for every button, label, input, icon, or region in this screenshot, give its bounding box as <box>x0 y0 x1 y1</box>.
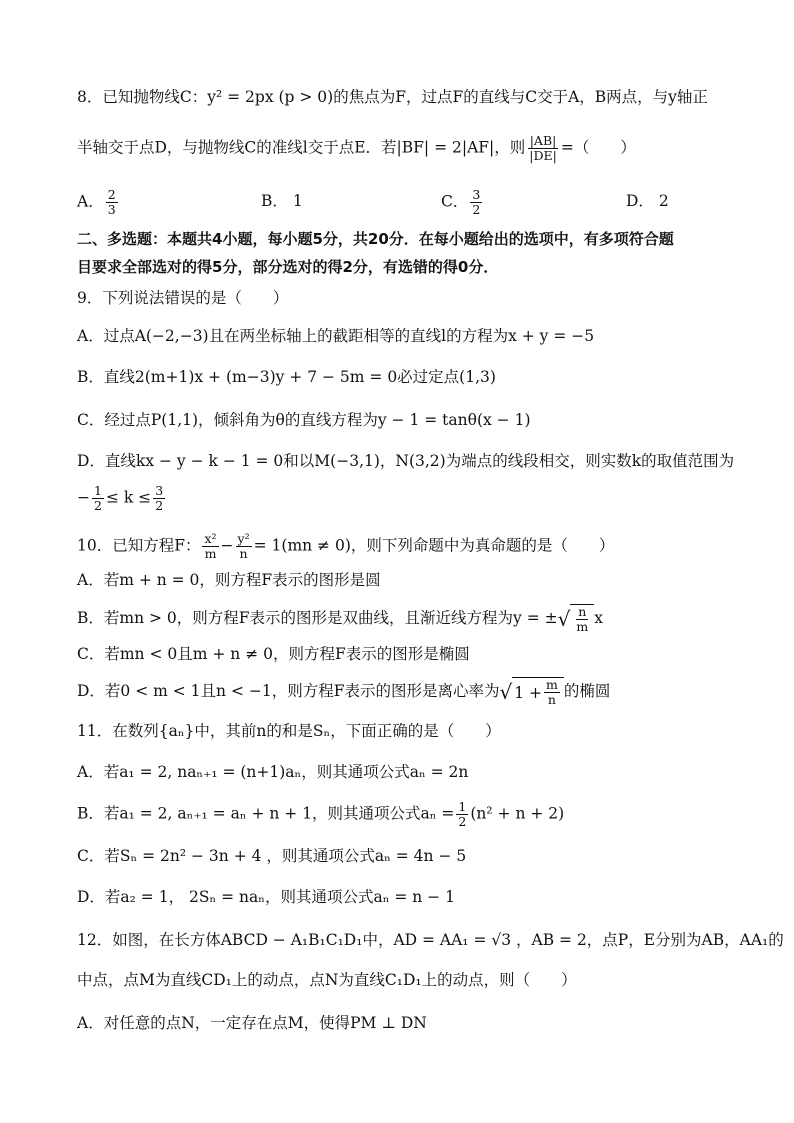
q10-option-c: C．若mn < 0且m + n ≠ 0，则方程F表示的图形是椭圆 <box>77 645 470 663</box>
section2-heading-line1: 二、多选题：本题共4小题，每小题5分，共20分．在每小题给出的选项中，有多项符合题 <box>77 230 674 248</box>
q9-option-a: A．过点A(−2,−3)且在两坐标轴上的截距相等的直线l的方程为x + y = −5 <box>77 327 595 345</box>
q9-d-den2: 2 <box>155 498 164 513</box>
q10-fy-den: n <box>239 546 248 561</box>
q10-stem-post: = 1(mn ≠ 0)，则下列命题中为真命题的是（ ） <box>253 536 615 555</box>
q8-option-a-frac <box>106 188 118 217</box>
q10-d-radical: √ <box>499 680 513 704</box>
q8-option-c <box>441 188 484 217</box>
q10-fy-num: y² <box>237 531 250 546</box>
q10-b-text: B．若mn > 0，则方程F表示的图形是双曲线，且渐近线方程为y = ± <box>77 609 558 627</box>
q11-b-end: (n² + n + 2) <box>470 804 565 823</box>
q9-option-b: B．直线2(m+1)x + (m−3)y + 7 − 5m = 0必过定点(1,3) <box>77 368 496 386</box>
q8-stem-line1: 8．已知抛物线C：y² = 2px (p > 0)的焦点为F，过点F的直线与C交于A，B两点，与y轴正 <box>77 88 708 106</box>
q8-c-num: 3 <box>472 187 481 202</box>
q11-b-num: 1 <box>458 799 467 814</box>
section2-heading-line2: 目要求全部选对的得5分，部分选对的得2分，有选错的得0分． <box>77 258 499 276</box>
q12-stem-line1: 12．如图，在长方体ABCD − A₁B₁C₁D₁中，AD = AA₁ = √3 ，AB = 2，点P，E分别为AB，AA₁的 <box>77 931 784 949</box>
q10-b-radical: √ <box>557 607 571 631</box>
q10-option-a: A．若m + n = 0，则方程F表示的图形是圆 <box>77 571 381 589</box>
q11-b-text: B．若a₁ = 2, aₙ₊₁ = aₙ + n + 1，则其通项公式aₙ = <box>77 804 455 823</box>
q8-line2-text: 半轴交于点D，与抛物线C的准线l交于点E．若|BF| = 2|AF|，则 <box>77 138 526 157</box>
q10-d-text: D．若0 < m < 1且n < −1，则方程F表示的图形是离心率为 <box>77 682 500 700</box>
q10-minus: − <box>220 536 234 555</box>
q10-b-frac <box>574 605 590 634</box>
q8-line2-end: =（ ） <box>560 138 636 157</box>
q10-frac-y <box>236 532 252 561</box>
q8-option-a-label: A． <box>77 192 104 211</box>
q10-fx-num: x² <box>204 531 217 546</box>
q8-frac-num: |AB| <box>529 133 557 148</box>
q10-frac-x <box>202 532 218 561</box>
q11-option-d: D．若a₂ = 1， 2Sₙ = naₙ，则其通项公式aₙ = n − 1 <box>77 888 455 906</box>
q8-option-b: B． 1 <box>261 192 303 210</box>
q10-b-num: n <box>578 604 587 619</box>
q8-stem-line2 <box>77 134 754 163</box>
q9-stem: 9．下列说法错误的是（ ） <box>77 289 289 307</box>
q9-d-ineq: ≤ k ≤ <box>105 488 152 507</box>
q10-d-one: 1 + <box>514 683 542 702</box>
q12-option-a: A．对任意的点N，一定存在点M，使得PM ⊥ DN <box>77 1014 427 1032</box>
q11-b-den: 2 <box>458 814 467 829</box>
q8-frac-den: |DE| <box>529 148 557 163</box>
q10-option-d <box>77 677 754 707</box>
q11-option-a: A．若a₁ = 2, naₙ₊₁ = (n+1)aₙ，则其通项公式aₙ = 2n <box>77 763 469 781</box>
q10-b-den: m <box>576 619 589 634</box>
q9-d-minus: − <box>77 488 90 507</box>
q10-d-sqrt <box>499 677 563 707</box>
q8-a-num: 2 <box>107 187 116 202</box>
q10-d-num: m <box>546 677 558 692</box>
q8-option-a <box>77 188 120 217</box>
q10-stem-pre: 10．已知方程F： <box>77 536 201 555</box>
q8-option-c-label: C． <box>441 192 469 211</box>
q9-d-den1: 2 <box>94 498 102 513</box>
q8-fraction <box>527 134 559 163</box>
q9-option-c: C．经过点P(1,1)，倾斜角为θ的直线方程为y − 1 = tanθ(x − 1) <box>77 411 531 429</box>
q9-d-num2: 3 <box>155 483 164 498</box>
q10-b-sqrt <box>558 604 595 634</box>
q9-option-d-range <box>77 484 754 513</box>
q10-d-den: n <box>547 692 556 707</box>
q11-b-frac <box>456 800 468 829</box>
q11-option-c: C．若Sₙ = 2n² − 3n + 4 ，则其通项公式aₙ = 4n − 5 <box>77 847 467 865</box>
q11-stem: 11．在数列{aₙ}中，其前n的和是Sₙ，下面正确的是（ ） <box>77 722 501 740</box>
q8-c-den: 2 <box>472 202 481 217</box>
q10-fx-den: m <box>204 546 217 561</box>
q10-d-end: 的椭圆 <box>563 682 611 700</box>
q10-d-frac <box>544 678 560 707</box>
q10-option-b <box>77 604 754 634</box>
q9-option-d: D．直线kx − y − k − 1 = 0和以M(−3,1)，N(3,2)为端点的线段相交，则实数k的取值范围为 <box>77 452 735 470</box>
q9-d-frac1 <box>92 484 104 513</box>
q9-d-frac2 <box>153 484 165 513</box>
q8-option-d: D． 2 <box>626 192 669 210</box>
q12-stem-line2: 中点，点M为直线CD₁上的动点，点N为直线C₁D₁上的动点，则（ ） <box>77 971 577 989</box>
q8-a-den: 3 <box>107 202 116 217</box>
q10-b-x: x <box>594 609 603 627</box>
q8-option-c-frac <box>470 188 482 217</box>
q10-stem <box>77 532 754 561</box>
q9-d-num1: 1 <box>94 483 102 498</box>
q11-option-b <box>77 800 754 829</box>
